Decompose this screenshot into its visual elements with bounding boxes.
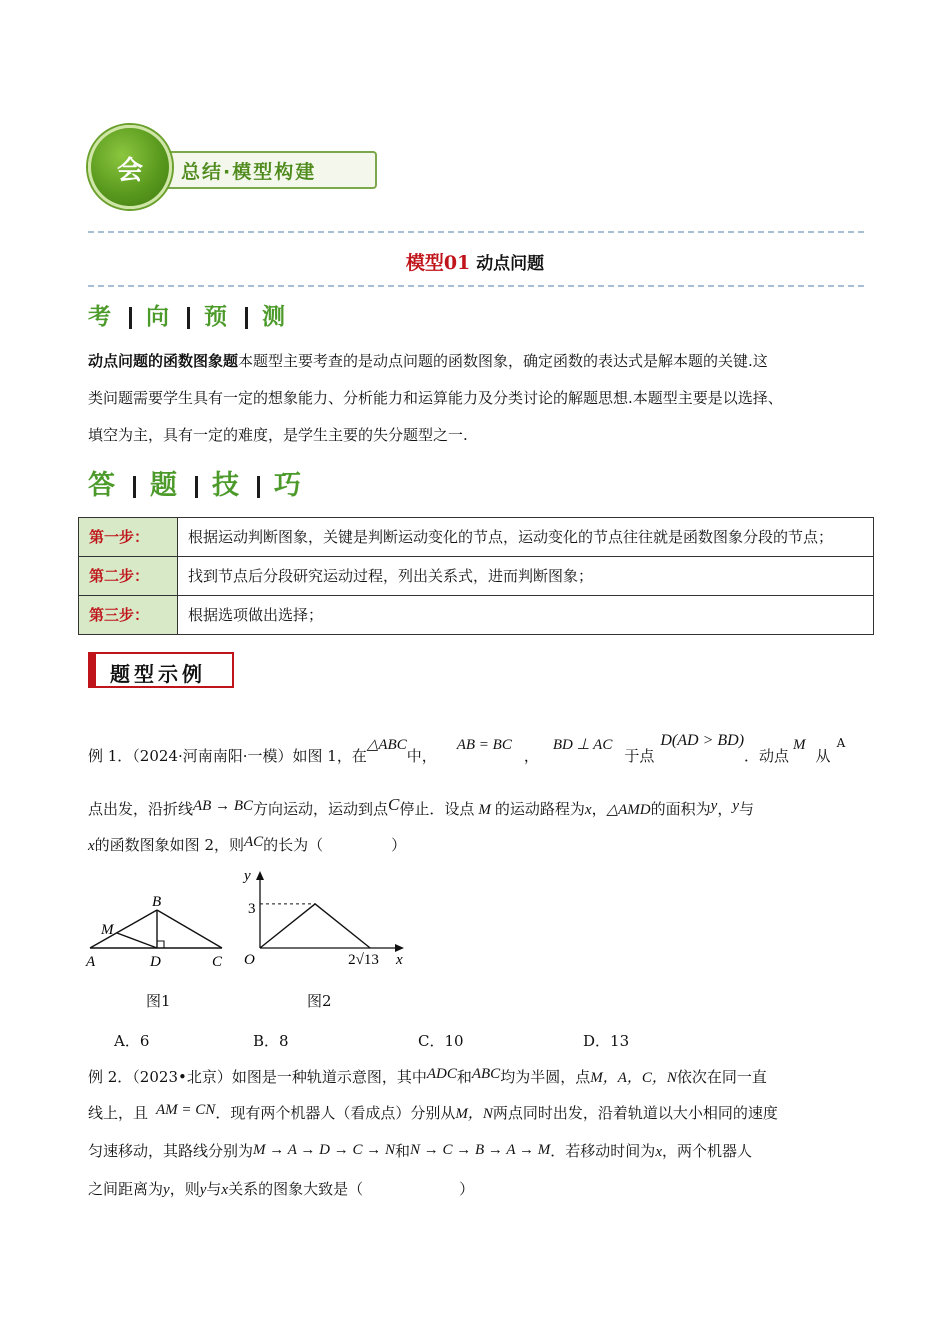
math-points: M，A，C，N: [590, 1070, 677, 1086]
math-x: x: [584, 802, 592, 818]
label-a: A: [86, 954, 96, 970]
section-banner: [88, 125, 378, 205]
math-bd-perp-ac: BD ⊥ AC: [552, 737, 613, 753]
heading-datijiqiao: [88, 463, 305, 502]
heading-separator: [133, 476, 136, 498]
intro-text: 本题型主要考查的是动点问题的函数图象，确定函数的表达式是解本题的关键.这: [238, 352, 768, 370]
heading-kaoxiang: [88, 298, 289, 331]
step-label: 第三步：: [79, 596, 178, 635]
text: 匀速移动，其路线分别为: [88, 1142, 254, 1160]
heading-separator: [129, 307, 132, 329]
option-d[interactable]: D．13: [583, 1032, 630, 1050]
figure-1-caption: 图1: [146, 992, 171, 1010]
example-tag-label: 题型示例: [110, 662, 206, 686]
text: 线上，且: [88, 1104, 149, 1122]
intro-line-2: 类问题需要学生具有一定的想象能力、分析能力和运算能力及分类讨论的解题思想.本题型主要是以选择、: [88, 389, 783, 407]
x-axis-label: x: [396, 952, 403, 968]
x-tick-label: 2√13: [348, 952, 379, 968]
step-label: 第二步：: [79, 557, 178, 596]
figure-2-caption: 图2: [307, 992, 332, 1010]
step-text: 根据运动判断图象，关键是判断运动变化的节点，运动变化的节点往往就是函数图象分段的节点；: [178, 518, 874, 557]
intro-line-3: 填空为主，具有一定的难度，是学生主要的失分题型之一.: [88, 426, 468, 444]
option-a[interactable]: A．6: [114, 1032, 150, 1050]
example2-line3: [88, 1140, 752, 1161]
math-x: x: [655, 1144, 662, 1160]
y-tick-label: 3: [248, 901, 256, 917]
heading-separator: [257, 476, 260, 498]
math-path: AB → BC: [193, 798, 254, 814]
heading-char: 向: [146, 304, 173, 330]
example1-line1: [88, 732, 846, 766]
text: ，则: [169, 1180, 200, 1198]
label-b: B: [152, 894, 162, 910]
text: 的函数图象如图 2，则: [94, 836, 244, 854]
math-ab-bc: AB = BC: [456, 737, 512, 753]
label-c: C: [212, 954, 223, 970]
text: 与: [206, 1180, 222, 1198]
badge-char: 会: [116, 156, 143, 186]
model-name: 动点问题: [476, 254, 545, 274]
y-axis-label: y: [244, 868, 251, 884]
math-triangle-amd: △AMD: [606, 802, 651, 818]
intro-bold: 动点问题的函数图象题: [88, 352, 239, 370]
model-prefix: 模型01: [405, 252, 471, 274]
origin-label: O: [244, 952, 255, 968]
math-m: M: [793, 737, 806, 753]
divider-bottom: [88, 285, 864, 287]
example-tag: [88, 652, 234, 688]
option-b[interactable]: B．8: [253, 1032, 289, 1050]
option-c[interactable]: C．10: [418, 1032, 464, 1050]
text: 方向运动，运动到点: [253, 800, 389, 818]
text: 于点: [624, 747, 655, 765]
heading-char: 巧: [274, 470, 305, 501]
right-angle-mark: [157, 941, 164, 948]
table-row: [79, 518, 874, 557]
step-label: 第一步：: [79, 518, 178, 557]
text: 例 2．（2023•北京）如图是一种轨道示意图，其中: [88, 1068, 427, 1086]
math-am-cn: AM = CN: [156, 1102, 216, 1118]
text: 和: [394, 1142, 410, 1160]
banner-bar: [143, 151, 377, 189]
math-y: y: [710, 798, 718, 814]
text: 之间距离为: [88, 1180, 164, 1198]
text: ，两个机器人: [661, 1142, 752, 1160]
math-adc: ADC: [426, 1066, 457, 1082]
text: ，: [717, 800, 733, 818]
step-text: 根据选项做出选择；: [178, 596, 874, 635]
segment-md: [117, 933, 157, 948]
math-c: C: [388, 795, 400, 814]
text: ．若移动时间为: [550, 1142, 656, 1160]
text: ．现有两个机器人（看成点）分别从: [215, 1104, 456, 1122]
math-x: x: [88, 838, 95, 854]
function-line: [260, 904, 370, 948]
text: 和: [456, 1068, 472, 1086]
text: 的面积为: [650, 800, 711, 818]
badge-circle: [88, 125, 172, 209]
divider-top: [88, 231, 864, 233]
text: 停止．设点: [399, 800, 475, 818]
steps-table: [78, 517, 874, 635]
text: ，: [523, 747, 539, 765]
heading-char: 题: [150, 470, 181, 501]
math-y: y: [163, 1182, 170, 1198]
heading-separator: [245, 307, 248, 329]
figure-2-graph: [238, 866, 408, 972]
text: 的长为（: [263, 836, 324, 854]
heading-char: 预: [204, 304, 231, 330]
x-axis-arrow: [395, 944, 404, 952]
math-mn: M，N: [455, 1106, 493, 1122]
heading-separator: [195, 476, 198, 498]
heading-separator: [187, 307, 190, 329]
math-y: y: [732, 798, 739, 814]
banner-label: 总结·模型构建: [181, 161, 317, 183]
text: 中，: [406, 747, 437, 765]
text: 关系的图象大致是（: [228, 1180, 364, 1198]
text: ．动点: [744, 747, 790, 765]
text: 两点同时出发，沿着轨道以大小相同的速度: [492, 1104, 778, 1122]
example2-line2: [88, 1102, 778, 1123]
text: 从: [815, 747, 831, 765]
math-ac: AC: [243, 834, 264, 850]
example2-line1: [88, 1066, 767, 1087]
heading-char: 答: [88, 470, 119, 501]
text: ）: [391, 836, 407, 854]
math-route-2: N → C → B → A → M: [410, 1142, 551, 1158]
label-d: D: [150, 954, 161, 970]
intro-paragraph: [88, 343, 864, 454]
text: 例 1．（2024·河南南阳·一模）如图 1，在: [88, 747, 367, 765]
model-title: [0, 248, 950, 275]
text: 点出发，沿折线: [88, 800, 194, 818]
figure-1-triangle: [84, 892, 234, 972]
intro-line-1: [88, 343, 864, 380]
math-m: M: [478, 802, 491, 818]
text: 依次在同一直: [676, 1068, 767, 1086]
heading-char: 测: [262, 304, 289, 330]
math-triangle: △ABC: [366, 737, 407, 753]
example1-line2: [88, 795, 755, 819]
math-abc: ABC: [471, 1066, 501, 1082]
example2-line4: [88, 1178, 474, 1199]
label-m: M: [101, 922, 114, 938]
math-d-point: D(AD > BD): [660, 732, 745, 749]
text: ）: [459, 1180, 475, 1198]
text: 与: [739, 800, 755, 818]
text: 的运动路程为: [494, 800, 585, 818]
heading-char: 技: [212, 470, 243, 501]
step-text: 找到节点后分段研究运动过程，列出关系式，进而判断图象；: [178, 557, 874, 596]
math-a-superscript: A: [836, 736, 846, 750]
math-y: y: [199, 1182, 207, 1198]
table-row: [79, 596, 874, 635]
table-row: [79, 557, 874, 596]
example1-line3: [88, 834, 406, 855]
math-x: x: [221, 1182, 229, 1198]
heading-char: 考: [88, 304, 115, 330]
side-bc: [157, 910, 222, 948]
text: 均为半圆，点: [500, 1068, 591, 1086]
math-route-1: M → A → D → C → N: [253, 1142, 395, 1158]
text: ，: [591, 800, 607, 818]
y-axis-arrow: [256, 871, 264, 880]
